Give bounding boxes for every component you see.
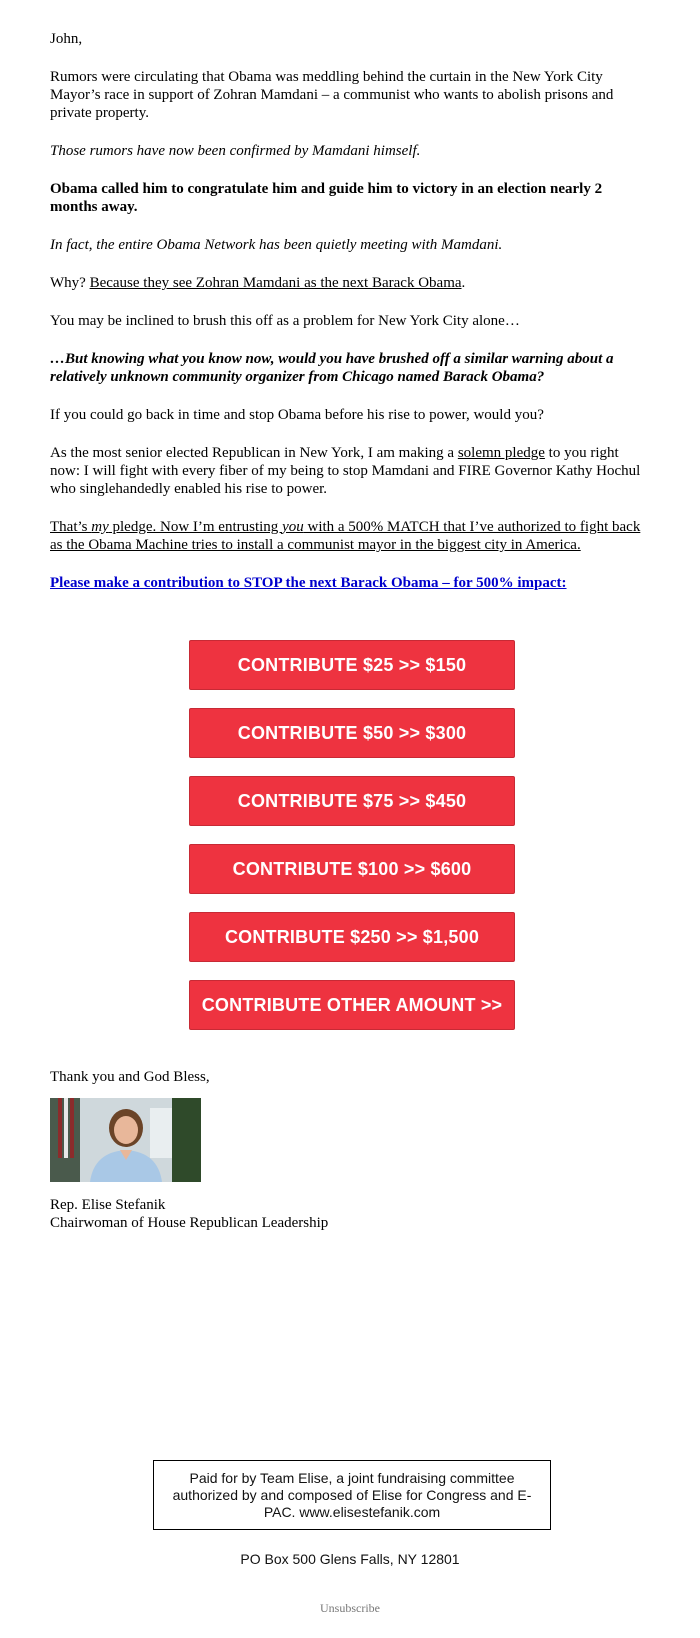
pledge-prefix: As the most senior elected Republican in New York, I am making a	[50, 445, 458, 461]
match-e: with a 500% MATCH that I’ve authorized to fight back as the Obama Machine tries to install a communist mayor in the biggest city in America.	[50, 519, 641, 553]
paid-for-disclaimer: Paid for by Team Elise, a joint fundraising committee authorized by and composed of Elise for Congress and E-PAC. www.elisestefanik.com	[153, 1460, 551, 1530]
paragraph-warning: …But knowing what you know now, would you have brushed off a similar warning about a relatively unknown community organizer from Chicago named Barack Obama?	[50, 351, 614, 385]
contribute-100-button[interactable]: CONTRIBUTE $100 >> $600	[189, 844, 515, 894]
contribute-250-button[interactable]: CONTRIBUTE $250 >> $1,500	[189, 912, 515, 962]
why-suffix: .	[461, 275, 466, 291]
paragraph-congratulate: Obama called him to congratulate him and guide him to victory in an election nearly 2 months away.	[50, 181, 603, 215]
contribute-other-button[interactable]: CONTRIBUTE OTHER AMOUNT >>	[189, 980, 515, 1030]
greeting: John,	[50, 31, 83, 47]
contribution-buttons	[189, 640, 515, 1048]
paragraph-brush-off: You may be inclined to brush this off as a problem for New York City alone…	[50, 313, 520, 329]
contribute-75-button[interactable]: CONTRIBUTE $75 >> $450	[189, 776, 515, 826]
match-a: That’s	[50, 519, 92, 535]
contribute-link[interactable]: Please make a contribution to STOP the next Barack Obama – for 500% impact:	[50, 575, 567, 591]
paragraph-confirmed: Those rumors have now been confirmed by Mamdani himself.	[50, 143, 421, 159]
signer-name: Rep. Elise Stefanik	[50, 1197, 166, 1213]
contribute-50-button[interactable]: CONTRIBUTE $50 >> $300	[189, 708, 515, 758]
paragraph-rumors: Rumors were circulating that Obama was meddling behind the curtain in the New York City Mayor’s race in support of Zohran Mamdani – a communist who wants to abolish prisons and private property.	[50, 69, 614, 121]
match-c: pledge. Now I’m entrusting	[108, 519, 283, 535]
why-underlined: Because they see Zohran Mamdani as the next Barack Obama	[89, 275, 462, 291]
email-content	[50, 30, 652, 612]
signer-title: Chairwoman of House Republican Leadership	[50, 1215, 329, 1231]
contribute-25-button[interactable]: CONTRIBUTE $25 >> $150	[189, 640, 515, 690]
closing: Thank you and God Bless,	[50, 1069, 210, 1085]
paragraph-match	[50, 518, 652, 554]
paragraph-go-back: If you could go back in time and stop Obama before his rise to power, would you?	[50, 407, 544, 423]
paragraph-network: In fact, the entire Obama Network has been quietly meeting with Mamdani.	[50, 237, 503, 253]
pledge-suffix: to you right now: I will fight with every fiber of my being to stop Mamdani and FIRE Governor Kathy Hochul who singlehandedly enabled his rise to power.	[50, 445, 641, 497]
match-d: you	[282, 519, 304, 535]
paragraph-pledge	[50, 444, 652, 498]
portrait-illustration	[50, 1098, 201, 1182]
unsubscribe-link[interactable]: Unsubscribe	[320, 1601, 380, 1615]
why-prefix: Why?	[50, 275, 90, 291]
mailing-address: PO Box 500 Glens Falls, NY 12801	[240, 1551, 460, 1567]
paragraph-why	[50, 274, 652, 292]
signature-block	[50, 1196, 550, 1232]
pledge-underlined: solemn pledge	[457, 445, 545, 461]
portrait-photo	[50, 1098, 201, 1182]
match-b: my	[91, 519, 109, 535]
